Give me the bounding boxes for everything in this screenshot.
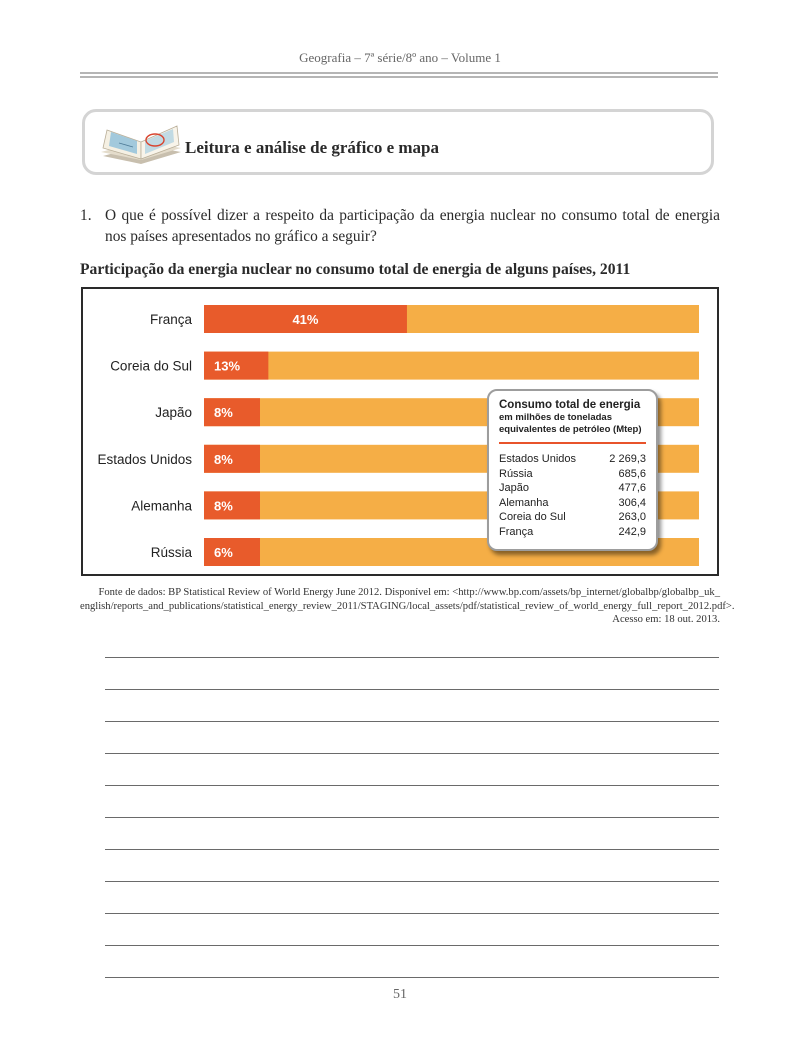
value-label: 6%: [214, 545, 233, 560]
source-line-3: Acesso em: 18 out. 2013.: [612, 614, 720, 625]
answer-line: [105, 689, 719, 690]
answer-line: [105, 817, 719, 818]
section-title: Leitura e análise de gráfico e mapa: [185, 138, 440, 157]
inset-value: 685,6: [618, 467, 646, 480]
inset-country: Rússia: [499, 467, 533, 480]
section-banner: [82, 109, 714, 175]
inset-value: 242,9: [618, 525, 646, 538]
chart-title: Participação da energia nuclear no consumo total de energia de alguns países, 2011: [80, 261, 631, 278]
value-label: 8%: [214, 498, 233, 514]
answer-line: [105, 849, 719, 850]
answer-line: [105, 657, 719, 658]
inset-row: [499, 496, 646, 511]
answer-line: [105, 945, 719, 946]
inset-row: [499, 452, 646, 467]
header-rule: [80, 76, 718, 78]
category-label: Japão: [155, 405, 192, 421]
inset-value: 306,4: [618, 496, 646, 509]
source-note: [80, 586, 735, 627]
inset-country: Estados Unidos: [499, 453, 577, 465]
answer-line: [105, 721, 719, 722]
answer-lines: [105, 657, 719, 1009]
inset-row: [499, 467, 646, 482]
question: [80, 205, 720, 247]
inset-table: [499, 452, 646, 539]
category-label: Coreia do Sul: [110, 358, 192, 374]
inset-subtitle-line1: em milhões de toneladas: [499, 412, 612, 423]
energy-consumption-inset: [487, 389, 658, 551]
inset-country: França: [499, 525, 534, 538]
answer-line: [105, 881, 719, 882]
header-rule: [80, 72, 718, 74]
bar-remainder: [204, 352, 699, 380]
inset-row: [499, 525, 646, 540]
question-text: O que é possível dizer a respeito da participação da energia nuclear no consumo total de energia nos países apresentados no gráfico a seguir?: [105, 207, 720, 245]
inset-row: [499, 481, 646, 496]
answer-line: [105, 913, 719, 914]
answer-line: [105, 977, 719, 978]
answer-line: [105, 785, 719, 786]
answer-line: [105, 753, 719, 754]
source-line-1: Fonte de dados: BP Statistical Review of World Energy June 2012. Disponível em: <http://www.bp.com/assets/bp_internet/globalbp/globalbp_uk_: [98, 587, 720, 598]
running-header: Geografia – 7ª série/8º ano – Volume 1: [299, 50, 501, 65]
category-label: Rússia: [150, 545, 192, 560]
open-book-icon: [97, 112, 185, 174]
inset-value: 263,0: [618, 511, 646, 523]
page-number: 51: [393, 987, 407, 1002]
chart-frame: [81, 287, 719, 576]
category-label: Estados Unidos: [97, 451, 192, 467]
category-label: França: [149, 312, 192, 327]
value-label: 8%: [214, 405, 233, 421]
value-label: 41%: [292, 312, 319, 327]
category-label: Alemanha: [131, 498, 192, 514]
inset-subtitle-line2: equivalentes de petróleo (Mtep): [499, 424, 642, 435]
question-number: 1.: [80, 207, 92, 224]
inset-row: [499, 510, 646, 525]
inset-country: Alemanha: [499, 496, 549, 509]
value-label: 8%: [214, 451, 233, 467]
inset-value: 2 269,3: [609, 453, 646, 465]
inset-rule: [499, 442, 646, 444]
source-line-2: english/reports_and_publications/statistical_energy_review_2011/STAGING/local_assets/pdf/statistical_review_of_world_energy_full_report_2012.pdf>.: [80, 600, 735, 612]
inset-country: Coreia do Sul: [499, 511, 566, 523]
inset-country: Japão: [499, 482, 529, 494]
inset-title: Consumo total de energia: [499, 399, 641, 411]
value-label: 13%: [214, 358, 241, 374]
inset-value: 477,6: [618, 482, 646, 494]
